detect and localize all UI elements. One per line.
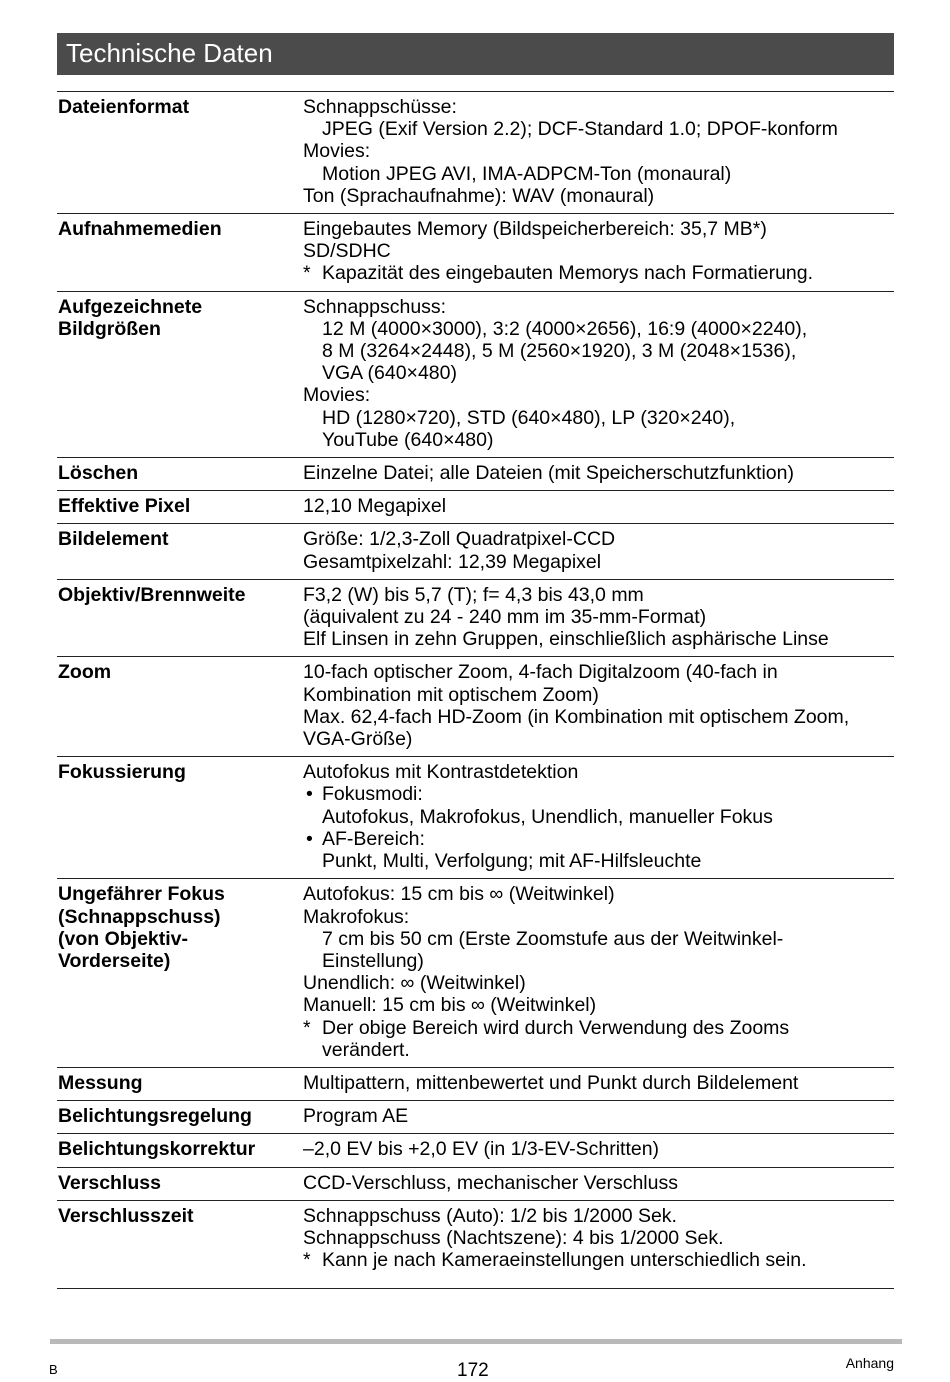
spec-value-line: Manuell: 15 cm bis ∞ (Weitwinkel): [303, 994, 597, 1017]
spec-value-line: Unendlich: ∞ (Weitwinkel): [303, 972, 526, 995]
spec-label: Messung: [57, 1067, 303, 1100]
spec-value: [303, 879, 894, 1068]
spec-value-line: Punkt, Multi, Verfolgung; mit AF-Hilfsleuchte: [322, 850, 702, 873]
spec-label: Dateienformat: [57, 92, 303, 214]
spec-row: [57, 291, 894, 457]
bullet-marker: •: [306, 827, 313, 850]
spec-value-text: Fokusmodi:: [322, 783, 423, 806]
spec-value: [303, 1067, 894, 1100]
spec-value-line: 12,10 Megapixel: [303, 495, 447, 518]
spec-value: [303, 1167, 894, 1200]
asterisk-note-marker: *: [303, 1016, 311, 1039]
spec-value-line: –2,0 EV bis +2,0 EV (in 1/3-EV-Schritten): [303, 1138, 660, 1161]
spec-value-line: Max. 62,4-fach HD-Zoom (in Kombination mit optischem Zoom,: [303, 705, 850, 728]
spec-value: [303, 1200, 894, 1289]
page-title: Technische Daten: [57, 33, 894, 75]
spec-value-line: VGA (640×480): [322, 362, 457, 385]
bullet-marker: •: [306, 783, 313, 806]
spec-row: [57, 524, 894, 579]
spec-value-line: Gesamtpixelzahl: 12,39 Megapixel: [303, 550, 602, 573]
footer-left-code: B: [49, 1362, 58, 1377]
spec-label-line: (Schnappschuss): [58, 905, 221, 928]
spec-label: Aufnahmemedien: [57, 214, 303, 292]
spec-value-line: 7 cm bis 50 cm (Erste Zoomstufe aus der Weitwinkel-: [322, 927, 784, 950]
spec-value: [303, 524, 894, 579]
spec-value: [303, 1134, 894, 1167]
spec-label: [57, 879, 303, 1068]
spec-row: [57, 491, 894, 524]
spec-value-line: (äquivalent zu 24 - 240 mm im 35-mm-Format): [303, 606, 707, 629]
spec-value: [303, 757, 894, 879]
spec-label-line: Vorderseite): [58, 949, 171, 972]
spec-value-line: JPEG (Exif Version 2.2); DCF-Standard 1.0; DPOF-konform: [322, 118, 838, 141]
spec-value-line: Eingebautes Memory (Bildspeicherbereich: 35,7 MB*): [303, 218, 767, 241]
spec-label: Verschlusszeit: [58, 1204, 194, 1227]
spec-label: Objektiv/Brennweite: [57, 579, 303, 657]
spec-row: [57, 1067, 894, 1100]
spec-value: [303, 92, 894, 214]
spec-value-line: Makrofokus:: [303, 905, 410, 928]
spec-label-line: (von Objektiv-: [58, 927, 189, 950]
footnote-line: [303, 262, 894, 284]
spec-value: [303, 291, 894, 457]
footnote-line: [303, 1249, 894, 1271]
spec-row: [57, 1167, 894, 1200]
spec-value-line: Größe: 1/2,3-Zoll Quadratpixel-CCD: [303, 528, 616, 551]
spec-value-line: Autofokus: 15 cm bis ∞ (Weitwinkel): [303, 883, 615, 906]
spec-value-line: Ton (Sprachaufnahme): WAV (monaural): [303, 184, 655, 207]
spec-value-line: YouTube (640×480): [322, 428, 494, 451]
spec-label: Belichtungsregelung: [57, 1101, 303, 1134]
spec-value-text: Kapazität des eingebauten Memorys nach Formatierung.: [322, 262, 814, 285]
bullet-line: [303, 783, 894, 805]
spec-label: Belichtungskorrektur: [57, 1134, 303, 1167]
spec-value-line: Motion JPEG AVI, IMA-ADPCM-Ton (monaural): [322, 162, 732, 185]
footer-divider: [50, 1339, 902, 1344]
spec-row: [57, 1200, 894, 1289]
spec-value-line: Movies:: [303, 384, 371, 407]
spec-value-line: Einstellung): [322, 949, 424, 972]
spec-value-line: CCD-Verschluss, mechanischer Verschluss: [303, 1171, 678, 1194]
spec-value: [303, 657, 894, 757]
spec-value-line: 12 M (4000×3000), 3:2 (4000×2656), 16:9 (4000×2240),: [322, 317, 808, 340]
bullet-line: [303, 828, 894, 850]
spec-row: [57, 657, 894, 757]
spec-row: [57, 579, 894, 657]
spec-label-line: Ungefährer Fokus: [58, 883, 225, 906]
spec-value-line: Schnappschüsse:: [303, 96, 457, 118]
spec-value-line: Schnappschuss (Nachtszene): 4 bis 1/2000 Sek.: [303, 1226, 724, 1249]
spec-row: [57, 757, 894, 879]
spec-value-line: Kombination mit optischem Zoom): [303, 683, 599, 706]
spec-label: Fokussierung: [57, 757, 303, 879]
spec-label: Zoom: [57, 657, 303, 757]
spec-label: Löschen: [57, 458, 303, 491]
spec-value-text: AF-Bereich:: [322, 827, 425, 850]
spec-value-line: Elf Linsen in zehn Gruppen, einschließlich asphärische Linse: [303, 628, 829, 651]
spec-row: [57, 1101, 894, 1134]
spec-row: [57, 458, 894, 491]
spec-value-line: verändert.: [322, 1038, 410, 1061]
spec-row: [57, 879, 894, 1068]
spec-label: Effektive Pixel: [57, 491, 303, 524]
spec-value-text: Kann je nach Kameraeinstellungen unterschiedlich sein.: [322, 1249, 807, 1272]
spec-value-text: Der obige Bereich wird durch Verwendung des Zooms: [322, 1016, 790, 1039]
spec-value-line: Multipattern, mittenbewertet und Punkt durch Bildelement: [303, 1071, 799, 1094]
spec-label: Aufgezeichnete Bildgrößen: [57, 291, 303, 457]
spec-value-line: Autofokus, Makrofokus, Unendlich, manueller Fokus: [322, 805, 773, 828]
spec-value-line: VGA-Größe): [303, 728, 413, 751]
spec-value-line: Movies:: [303, 140, 371, 163]
spec-value-line: 10-fach optischer Zoom, 4-fach Digitalzoom (40-fach in: [303, 661, 778, 684]
spec-value: [303, 458, 894, 491]
spec-value: [303, 491, 894, 524]
spec-value-line: Program AE: [303, 1105, 409, 1128]
asterisk-note-marker: *: [303, 262, 311, 285]
spec-row: [57, 1134, 894, 1167]
spec-table: [57, 91, 894, 1289]
asterisk-note-marker: *: [303, 1249, 311, 1272]
footer-section-label: Anhang: [845, 1355, 894, 1371]
spec-value: [303, 579, 894, 657]
spec-value-line: F3,2 (W) bis 5,7 (T); f= 4,3 bis 43,0 mm: [303, 583, 644, 606]
spec-label: Bildelement: [57, 524, 303, 579]
page-number: 172: [457, 1360, 489, 1381]
spec-value: [303, 1101, 894, 1134]
spec-value-line: Schnappschuss (Auto): 1/2 bis 1/2000 Sek.: [303, 1204, 677, 1227]
spec-row: [57, 214, 894, 292]
spec-value-line: Schnappschuss:: [303, 295, 447, 318]
footnote-line: [303, 1017, 894, 1039]
spec-label: Verschluss: [57, 1167, 303, 1200]
spec-value: [303, 214, 894, 292]
spec-value-line: Autofokus mit Kontrastdetektion: [303, 761, 579, 784]
spec-value-line: Einzelne Datei; alle Dateien (mit Speicherschutzfunktion): [303, 462, 794, 485]
spec-row: [57, 92, 894, 214]
spec-value-line: HD (1280×720), STD (640×480), LP (320×240),: [322, 406, 736, 429]
spec-value-line: 8 M (3264×2448), 5 M (2560×1920), 3 M (2048×1536),: [322, 340, 797, 363]
spec-value-line: SD/SDHC: [303, 240, 391, 263]
